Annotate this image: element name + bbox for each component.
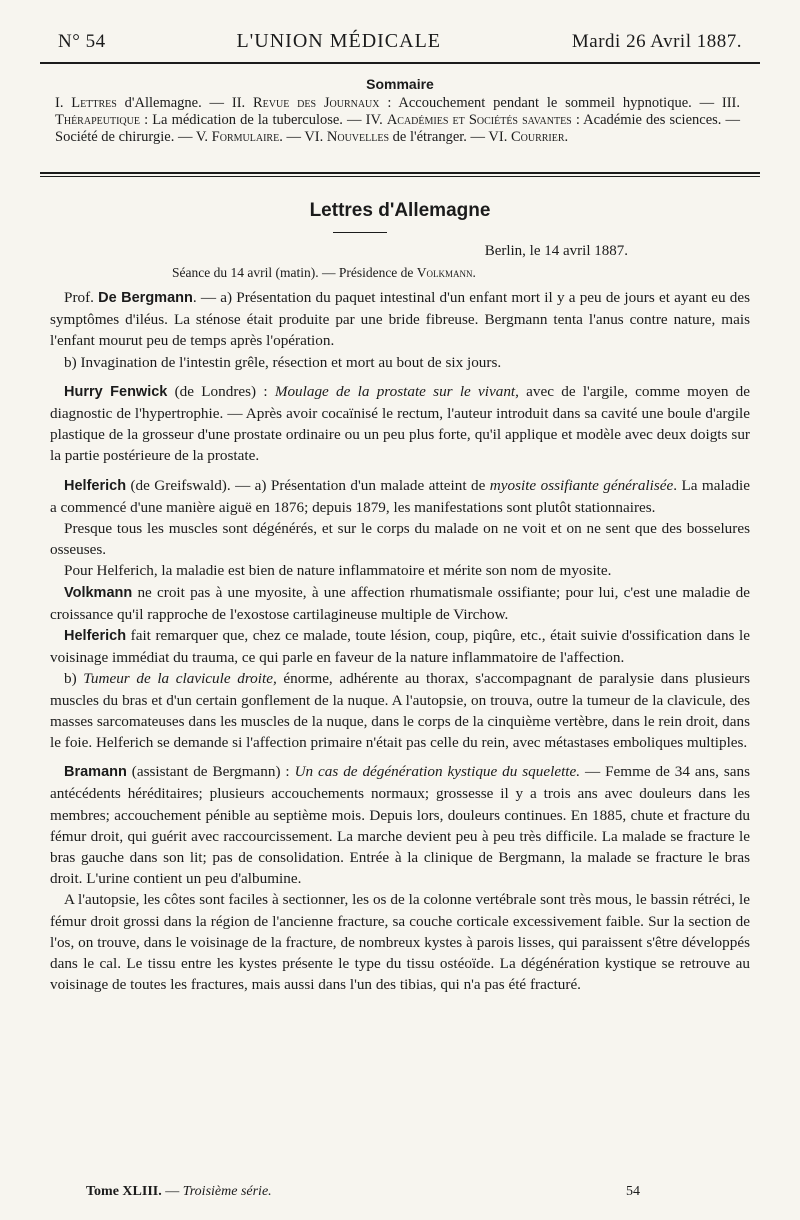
series-label: Troisième série. (182, 1184, 272, 1199)
italic-run: Un cas de dégénération kystique du squelette. (294, 763, 581, 781)
issue-date: Mardi 26 Avril 1887. (571, 31, 742, 52)
footer-volume: Tome XLIII. — Troisième série. (86, 1184, 272, 1199)
paragraph (50, 625, 750, 668)
seance-line (172, 265, 476, 281)
speaker-name: De Bergmann (98, 290, 193, 306)
page-number: 54 (626, 1184, 640, 1199)
italic-run: Moulage de la prostate sur le vivant (274, 382, 516, 400)
dateline: Berlin, le 14 avril 1887. (484, 243, 628, 259)
summary-item-label: Formulaire (211, 129, 280, 145)
summary-item-number: V. (195, 129, 209, 145)
page-footer (86, 1184, 640, 1200)
seance-text: Séance du 14 avril (matin). — Présidence de (172, 265, 417, 280)
article-title: Lettres d'Allemagne (309, 200, 491, 221)
paragraph (50, 287, 750, 352)
paragraph: A l'autopsie, les côtes sont faciles à sectionner, les os de la colonne vertébrale sont très mous, le bassin rétréci, le fémur droit grossi dans la région de l'ancienne fracture, sa couche corticale excessivement faible. Sur la section de l'os, on trouve, dans le voisinage de la fracture, de nombreux kystes à parois lisses, qui paraissent s'être développés dans le cal. Le tissu entre les kystes présente le type du tissu ostéoïde. La dégénération kystique se retrouve au voisinage de toutes les fractures, mais aussi dans l'un des tibias, qui n'a pas été fracturé. (50, 891, 750, 994)
text-run: — Femme de 34 ans, sans antécédents héréditaires; plusieurs accouchements normaux; grossesse il y a trois ans avec douleurs dans les membres; accouchement pénible au septième mois. Depuis lors, douleurs continues. En 1885, chute et fracture du fémur droit, qui guérit avec raccourcissement. La marche devient peu à peu très difficile. La malade se fracture le bras gauche dans son lit; pas de consolidation. Entrée à la clinique de Bergmann, la malade se fracture le bras droit. L'urine contient un peu d'albumine. (50, 763, 751, 888)
paragraph (50, 761, 750, 889)
article-body (50, 287, 750, 996)
paragraph (50, 381, 750, 467)
summary-item-text: . — (279, 129, 305, 145)
page-header (58, 30, 742, 60)
text-run: ne croit pas à une myosite, à une affection rhumatismale ossifiante; pour lui, c'est une maladie de croissance qu'il rapproche de l'exostose cartilagineuse multiple de Virchow. (50, 583, 750, 623)
speaker-name: Helferich (64, 477, 127, 494)
italic-run: Tumeur de la clavicule droite, (83, 670, 277, 688)
summary-item-number: III. (721, 95, 741, 111)
summary-block (55, 95, 740, 146)
text-run: fait remarquer que, chez ce malade, toute lésion, coup, piqûre, etc., était suivie d'ossification dans le voisinage immédiat du trauma, ce qui parle en faveur de la nature inflammatoire de l'affection. (50, 627, 750, 667)
summary-item-label: Lettres (71, 95, 117, 111)
summary-item-text: de l'étranger. — (389, 129, 489, 145)
summary-item-text: . (564, 129, 569, 145)
summary-item-text: : La médication de la tuberculose. — (139, 112, 366, 128)
text-run: . — a) Présentation du paquet intestinal d'un enfant mort il y a peu de jours et ayant eu des symptômes d'iléus. La sténose était produite par une bride fibreuse. Bergmann tenta l'anus contre nature, mais l'enfant mourut peu de temps après l'opération. (50, 289, 751, 350)
seance-president: Volkmann. (416, 265, 476, 280)
summary-item-label: Académies et Sociétés savantes (386, 112, 572, 128)
tome-label: Tome XLIII. (86, 1184, 162, 1199)
header-rule (40, 62, 760, 64)
summary-item-number: VI. (488, 129, 508, 145)
paragraph: b) Invagination de l'intestin grêle, résection et mort au bout de six jours. (64, 353, 502, 371)
summary-item-label: Courrier (510, 129, 565, 145)
title-rule (333, 232, 387, 233)
paragraph: Pour Helferich, la maladie est bien de nature inflammatoire et mérite son nom de myosite. (64, 562, 612, 580)
summary-item-label: Revue des Journaux (253, 95, 380, 111)
summary-item-number: VI. (304, 129, 324, 145)
text-run: énorme, adhérente au thorax, s'accompagnant de paralysie dans plusieurs muscles du bras et d'un certain gonflement de la nuque. A l'autopsie, on trouva, outre la tumeur de la clavicule, des masses sarcomateuses dans les muscles de la nuque, dans le corps de la cinquième vertèbre, dans le rein droit, dans le foie. Helferich se demande si l'affection primaire n'était pas celle du rein, avec métastases emboliques multiples. (50, 670, 750, 752)
paragraph (50, 582, 750, 625)
summary-item-number: I. (55, 95, 64, 111)
italic-run: myosite ossifiante généralisée (489, 476, 674, 494)
text-run: , avec de l'argile, comme moyen de diagnostic de l'hypertrophie. — Après avoir cocaïnisé le rectum, l'auteur introduit dans sa cavité une boule d'argile plastique de la grosseur d'une prostate ordinaire ou un peu plus forte, qu'il applique et modèle avec deux doigts sur la partie postérieure de la prostate. (50, 382, 751, 465)
summary-title: Sommaire (366, 76, 434, 92)
summary-item-text: : Académie des sciences. — Société de chirurgie. — (55, 112, 741, 145)
paragraph (50, 475, 750, 518)
text-run: b) (64, 670, 84, 688)
speaker-name: Helferich (64, 628, 127, 645)
summary-rule-bottom (40, 176, 760, 177)
text-run: . La maladie a commencé d'une manière aiguë en 1876; depuis 1879, les manifestations sont plutôt stationnaires. (50, 476, 751, 516)
paragraph: Presque tous les muscles sont dégénérés, et sur le corps du malade on ne voit et on ne sent que des bosselures osseuses. (50, 520, 750, 559)
speaker-name: Bramann (64, 764, 127, 781)
speaker-name: Volkmann (64, 584, 133, 601)
summary-rule-top (40, 172, 760, 174)
summary-item-label: Nouvelles (326, 129, 390, 145)
text-run: (de Londres) : (167, 382, 275, 400)
summary-item-text: d'Allemagne. — (116, 95, 232, 111)
text-run: (assistant de Bergmann) : (126, 763, 295, 781)
summary-item-label: Thérapeutique (55, 112, 140, 128)
journal-title: L'UNION MÉDICALE (236, 30, 442, 52)
paragraph (50, 668, 750, 753)
summary-item-number: II. (231, 95, 246, 111)
issue-number: N° 54 (58, 31, 106, 52)
speaker-name: Hurry Fenwick (64, 383, 168, 400)
text-run: Prof. (64, 289, 99, 306)
summary-item-text: : Accouchement pendant le sommeil hypnotique. — (379, 95, 722, 111)
summary-item-number: IV. (365, 112, 383, 128)
text-run: (de Greifswald). — a) Présentation d'un malade atteint de (126, 476, 490, 494)
